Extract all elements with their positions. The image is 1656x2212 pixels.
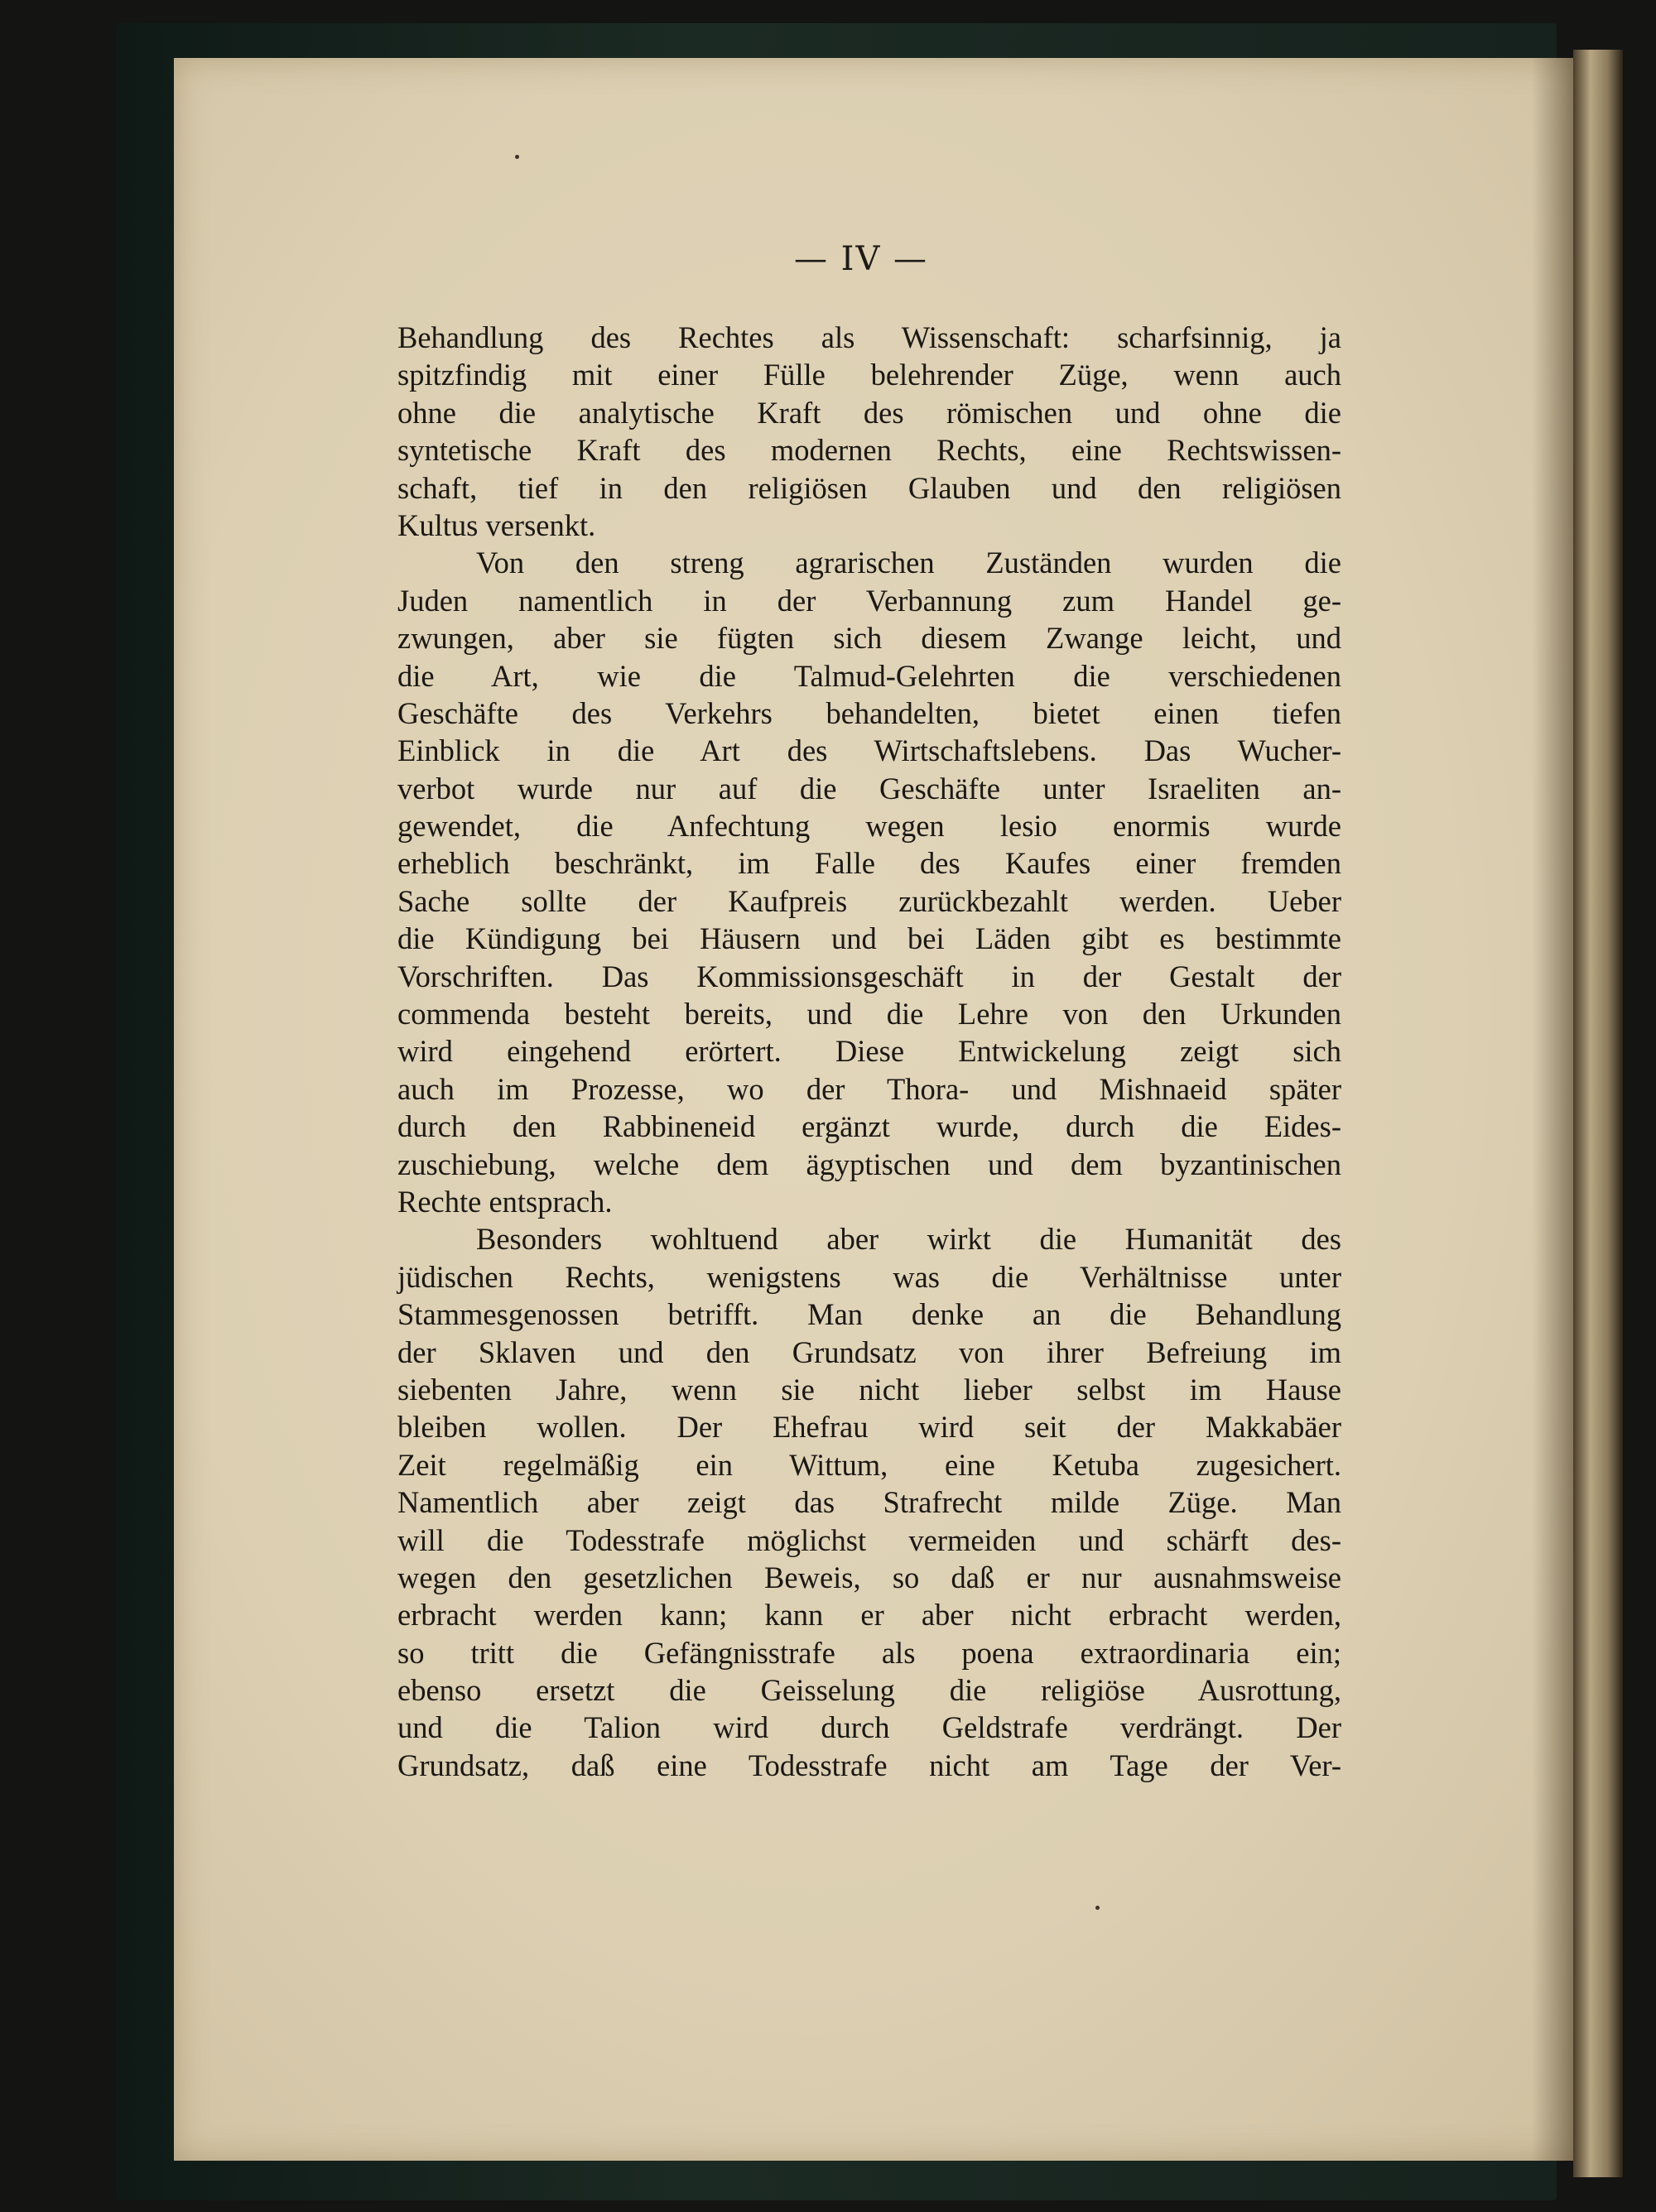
text-line: Von den streng agrarischen Zuständen wurden die xyxy=(476,546,1341,580)
text-line: Behandlung des Rechtes als Wissenschaft: scharfsinnig, ja xyxy=(397,320,1341,354)
ink-speck xyxy=(1095,1906,1100,1910)
text-line: zuschiebung, welche dem ägyptischen und dem byzantinischen xyxy=(397,1147,1341,1181)
text-line: jüdischen Rechts, wenigstens was die Verhältnisse unter xyxy=(397,1259,1341,1294)
text-line: gewendet, die Anfechtung wegen lesio enormis wurde xyxy=(397,809,1341,844)
text-line: die Art, wie die Talmud-Gelehrten die verschiedenen xyxy=(397,658,1341,693)
binding-shadow xyxy=(1532,58,1573,2161)
text-line: verbot wurde nur auf die Geschäfte unter Israeliten an- xyxy=(397,771,1341,805)
text-line: durch den Rabbineneid ergänzt wurde, durch die Eides- xyxy=(397,1109,1341,1144)
text-line: Stammesgenossen betrifft. Man denke an die Behandlung xyxy=(397,1297,1341,1332)
page-edges xyxy=(1573,50,1623,2177)
text-line: Einblick in die Art des Wirtschaftslebens. Das Wucher- xyxy=(397,733,1341,768)
text-line: erheblich beschränkt, im Falle des Kaufes einer fremden xyxy=(397,846,1341,881)
text-line: erbracht werden kann; kann er aber nicht erbracht werden, xyxy=(397,1598,1341,1633)
text-line: ebenso ersetzt die Geisselung die religiöse Ausrottung, xyxy=(397,1673,1341,1708)
text-line: und die Talion wird durch Geldstrafe verdrängt. Der xyxy=(397,1710,1341,1745)
page-number: — IV — xyxy=(793,240,929,278)
text-line: commenda besteht bereits, und die Lehre von den Urkunden xyxy=(397,997,1341,1031)
text-line: Juden namentlich in der Verbannung zum Handel ge- xyxy=(397,583,1341,618)
text-line: Sache sollte der Kaufpreis zurückbezahlt werden. Ueber xyxy=(397,883,1341,918)
text-line: syntetische Kraft des modernen Rechts, eine Rechtswissen- xyxy=(397,433,1341,468)
text-line: Zeit regelmäßig ein Wittum, eine Ketuba zugesichert. xyxy=(397,1447,1341,1482)
text-line: Geschäfte des Verkehrs behandelten, bietet einen tiefen xyxy=(397,695,1341,730)
ink-speck xyxy=(515,155,519,159)
text-line: Namentlich aber zeigt das Strafrecht milde Züge. Man xyxy=(397,1485,1341,1520)
text-line: wird eingehend erörtert. Diese Entwickelung zeigt sich xyxy=(397,1034,1341,1069)
text-line: bleiben wollen. Der Ehefrau wird seit der Makkabäer xyxy=(397,1410,1341,1445)
text-line: ohne die analytische Kraft des römischen und ohne die xyxy=(397,395,1341,430)
text-line: wegen den gesetzlichen Beweis, so daß er nur ausnahmsweise xyxy=(397,1560,1341,1594)
text-line: spitzfindig mit einer Fülle belehrender Züge, wenn auch xyxy=(397,358,1341,392)
text-line: die Kündigung bei Häusern und bei Läden gibt es bestimmte xyxy=(397,921,1341,956)
text-line: der Sklaven und den Grundsatz von ihrer Befreiung im xyxy=(397,1334,1341,1369)
text-line: Kultus versenkt. xyxy=(397,507,596,542)
text-line: schaft, tief in den religiösen Glauben und den religiösen xyxy=(397,470,1341,505)
text-line: Vorschriften. Das Kommissionsgeschäft in der Gestalt der xyxy=(397,959,1341,993)
text-line: Grundsatz, daß eine Todesstrafe nicht am Tage der Ver- xyxy=(397,1748,1341,1782)
text-line: zwungen, aber sie fügten sich diesem Zwange leicht, und xyxy=(397,621,1341,656)
text-line: auch im Prozesse, wo der Thora- und Mishnaeid später xyxy=(397,1071,1341,1106)
text-line: will die Todesstrafe möglichst vermeiden und schärft des- xyxy=(397,1522,1341,1557)
text-line: so tritt die Gefängnisstrafe als poena extraordinaria ein; xyxy=(397,1635,1341,1670)
text-line: Besonders wohltuend aber wirkt die Humanität des xyxy=(476,1222,1341,1257)
text-line: Rechte entsprach. xyxy=(397,1184,613,1219)
body-text xyxy=(397,319,1341,1784)
text-line: siebenten Jahre, wenn sie nicht lieber selbst im Hause xyxy=(397,1372,1341,1407)
